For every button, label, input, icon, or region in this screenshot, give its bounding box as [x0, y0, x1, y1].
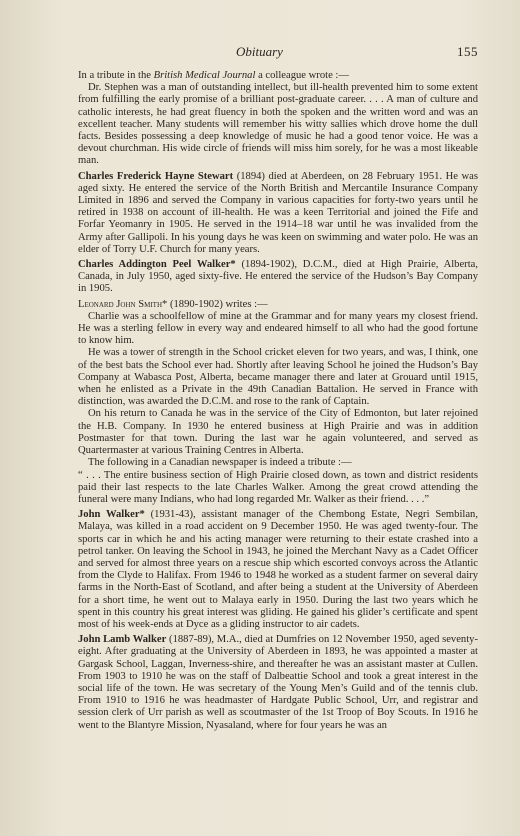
page-number: 155 [457, 44, 478, 59]
newspaper-quote: “ . . . The entire business section of High Prairie closed down, as town and district residents paid their last respects to the late Charles Walker. Among the great crowd attending the funeral were many Indians, who had long regarded Mr. Walker as their friend. . . .” [78, 469, 478, 505]
smith-quote [78, 311, 478, 506]
entry-text: (1890-1902) writes :— [167, 298, 268, 310]
intro-lead: In a tribute in the [78, 70, 154, 81]
stephen-quote-text: Dr. Stephen was a man of outstanding intellect, but ill-health prevented him to some extent from fulfilling the early promise of a brilliant post-graduate career. . . . A man of culture and catholic interests, he had great fluency in both the spoken and the written word and was an excellent teacher. Many students will remember his witty sallies which drove home the dull facts. Besides possessing a deep knowledge of music he had a good tenor voice. He was a devout churchman. His wide circle of friends will miss him sorely, for he was a most likeable man. [78, 82, 478, 167]
entry-name: John Walker* [78, 509, 145, 521]
entry-name: Charles Frederick Hayne Stewart [78, 170, 234, 182]
entry-text: (1931-43), assistant manager of the Chembong Estate, Negri Sembilan, Malaya, was killed in a road accident on 9 December 1950. He was aged twenty-four. The sports car in which he and his acting manager were returning to their estate crashed into a petrol tanker. On leaving the School in 1943, he joined the Merchant Navy as a Cadet Officer and served for almost three years on a rescue ship which escorted convoys across the Atlantic from the Clyde to Halifax. From 1946 to 1948 he worked as a student farmer on several dairy farms in the North-East of Scotland, and after being a student at the University of Aberdeen for a short time, he went out to Malaya early in 1950. During the last two years which he spent in this country his great interest was gliding. He gained his glider’s certificate and spent most of his week-ends at Dyce as a gliding instructor to air cadets. [78, 509, 478, 630]
quote-paragraph: On his return to Canada he was in the service of the City of Edmonton, but later rejoined the H.B. Company. In 1930 he entered business at High Prairie and was in addition Postmaster for that town. During the last war he again volunteered, and served as Quartermaster at various Training Centres in Alberta. [78, 408, 478, 457]
entry-john-walker [78, 509, 478, 631]
entry-john-lamb-walker [78, 634, 478, 732]
entry-smith [78, 299, 478, 311]
entry-text: (1894-1902), D.C.M., died at High Prairie, Alberta, Canada, in July 1950, aged sixty-five. He entered the service of the Hudson’s Bay Company in 1905. [78, 259, 479, 295]
quote-paragraph: The following in a Canadian newspaper is indeed a tribute :— [88, 457, 352, 469]
entry-name: Charles Addington Peel Walker* [78, 259, 236, 271]
page-header [78, 44, 478, 62]
author-name: Leonard John Smith* [78, 298, 168, 310]
entry-stewart [78, 171, 478, 256]
entry-text: (1887-89), M.A., died at Dumfries on 12 November 1950, aged seventy-eight. After graduating at the University of Aberdeen in 1893, he was appointed a master at Gargask School, Laggan, Inverness-shire, and thereafter he was an assistant master at Cullen. From 1903 to 1910 he was on the staff of Dalbeattie School and took a great interest in the social life of the town. He was secretary of the Young Men’s Guild and of the tennis club. From 1910 to 1916 he was headmaster of Hardgate Public School, Urr, and registrar and session clerk of Urr parish as well as scoutmaster of the 1st Troop of Boy Scouts. In 1916 he went to the Blantyre Mission, Nyasaland, where for four years he was an [78, 634, 478, 731]
entry-text: (1894) died at Aberdeen, on 28 February 1951. He was aged sixty. He entered the service of the North British and Mercantile Insurance Company Limited in 1896 and served the Company in various capacities for forty-two years until he retired in 1938 on account of ill-health. He was a keen Territorial and joined the Fife and Forfar Yeomanry in 1905. He served in the 1914–18 war until he was invalided from the Army after Gallipoli. In his young days he was keen on swimming and water polo. He was an elder of Torry U.F. Church for many years. [78, 170, 478, 255]
quote-paragraph: He was a tower of strength in the School cricket eleven for two years, and was, I think, one of the best bats the School ever had. Shortly after leaving School he joined the Hudson’s Bay Company at Wabasca Post, Alberta, became manager there and later at Grouard until 1915, when he enlisted as a Private in the 49th Canadian Battalion. He served in France with distinction, was awarded the D.C.M. and rose to the rank of Captain. [78, 347, 478, 408]
journal-name: British Medical Journal [153, 70, 256, 81]
stephen-quote [78, 82, 478, 167]
intro-paragraph [78, 70, 478, 82]
entry-name: John Lamb Walker [78, 634, 167, 646]
running-title: Obituary [236, 44, 283, 59]
quote-paragraph: Charlie was a schoolfellow of mine at the Grammar and for many years my closest friend. He was a sterling fellow in every way and endeared himself to all who had the good fortune to know him. [78, 310, 478, 347]
entry-charles-walker [78, 259, 478, 296]
intro-tail: a colleague wrote :— [255, 70, 349, 81]
